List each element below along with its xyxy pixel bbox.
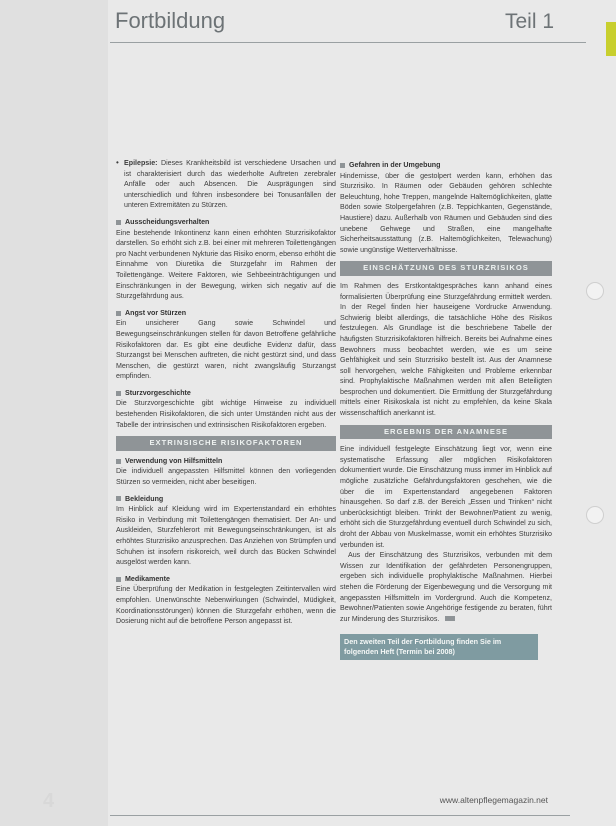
square-bullet-icon <box>116 311 121 316</box>
ergebnis-text-1: Eine individuell festgelegte Einschätzung liegt vor, wenn eine systematische Erfassung aller möglichen Risikofaktoren dokumentiert wurde. Die Einschätzung muss immer im Hinblick auf mögliche zusätzliche Gefährdungsfaktoren geschehen, wie die über die im Expertenstandard angegebenen Faktoren hinausgehen. So darf z.B. der Bereich „Essen und Trinken“ nicht unberücksichtigt bleiben. Trinkt der Bewohner/Patient zu wenig, erhöht sich die Sturzgefährdung eventuell durch Schwindel zu sich, droht der Abbau von Muskelmasse, womit ein erhöhtes Sturzrisiko verbunden ist. <box>340 445 552 549</box>
section-text: Im Hinblick auf Kleidung wird im Expertenstandard ein erhöhtes Risiko in Verbindung mit Toilettengängen thematisiert. Der An- und Auskleiden, Sturzfehlerort mit Bewegungseinschränkungen, ist als erhöhtes Sturzrisiko anzusprechen. Das Anziehen von Strümpfen und Schuhen ist insofern risikoreich, weil durch das Bücken Schwindel ausgelöst werden kann. <box>116 505 336 567</box>
bullet-label: Epilepsie: <box>124 159 158 167</box>
page-number: 4 <box>43 790 55 812</box>
ergebnis-text-2: Aus der Einschätzung des Sturzrisikos, verbunden mit dem Wissen zur Identifikation der gefährdeten Personengruppen, ergeben sich individuelle prophylaktische Maßnahmen. Hierbei stehen die Förderung der Eigenbewegung und die Versorgung mit angepassten Hilfsmitteln im Vordergrund. Auch die Kompetenz, Bewohner/Patienten sowie Angehörige festigende zu beraten, führt zur Minderung des Sturzrisikos. <box>340 551 552 623</box>
binder-hole-top <box>586 282 604 300</box>
right-column <box>340 160 552 660</box>
square-bullet-icon <box>116 577 121 582</box>
ergebnis-paragraph-2 <box>340 550 552 624</box>
band-ergebnis: ERGEBNIS DER ANAMNESE <box>340 425 552 440</box>
section-text: Die individuell angepassten Hilfsmittel können den vorliegenden Stürzen so vermeiden, nicht aber beseitigen. <box>116 467 336 487</box>
section-text: Eine bestehende Inkontinenz kann einen erhöhten Sturzrisikofaktor darstellen. So erhöht sich z.B. bei einer mit mehreren Toilettengängen pro Nacht verbundenen Nykturie das Risiko enorm, ebenso erhöht die Einnahme von Diuretika die Sturzgefahr im Rahmen der Toilettengänge. Weitere Faktoren, wie Sehbeeinträchtigungen und Einschränkungen in der Bewegung, wirken sich negativ auf die Sturzgefährdung aus. <box>116 228 336 301</box>
footer-divider <box>110 815 570 816</box>
square-bullet-icon <box>116 496 121 501</box>
page-header-part: Teil 1 <box>504 10 554 33</box>
einschaetzung-text: Im Rahmen des Erstkontaktgespräches kann anhand eines formalisierten Überprüfung eine Sturzgefährdung ermittelt werden. In der Regel finden hier hauseigene Vordrucke Anwendung. Schwierig bleibt allerdings, die tatsächliche Höhe des Risikos festzulegen. Als Grundlage ist die beschriebene Tabelle der häufigsten Sturzrisikofaktoren hilfreich. Bereits bei Aufnahme eines Bewohners muss beobachtet werden, wie es um seine Gehfähigkeit und sein Sturzrisiko bestellt ist. Aus der Anamnese soll hervorgehen, welche Fähigkeiten und Probleme erkennbar sind. Prophylaktische Maßnahmen werden mit allen Beteiligten besprochen und dokumentiert. Die Ermittlung der Sturzgefährdung mittels einer Risikoskala ist nicht zu empfehlen, da keine Skala wissenschaftlich anerkannt ist. <box>340 281 552 418</box>
square-bullet-icon <box>116 391 121 396</box>
left-column <box>116 158 336 627</box>
section-title: Sturzvorgeschichte <box>125 388 191 397</box>
section-title: Medikamente <box>125 574 170 583</box>
bullet-epilepsie <box>116 158 336 211</box>
section-medikamente <box>116 574 336 627</box>
left-margin-strip <box>0 0 108 826</box>
square-bullet-icon <box>116 220 121 225</box>
end-of-article-icon <box>445 616 455 621</box>
section-title: Gefahren in der Umgebung <box>349 161 441 169</box>
bullet-dot: • <box>116 158 119 167</box>
section-title: Angst vor Stürzen <box>125 308 187 317</box>
section-text: Hindernisse, über die gestolpert werden kann, erhöhen das Sturzrisiko. In Räumen oder Gebäuden gehören schlechte Beleuchtung, hohe Treppen, mangelnde Haltemöglichkeiten, glatte Böden sowie Stolpergefahren (z.B. Teppichkanten, Gegenstände, Haustiere) dazu. Außerhalb von Räumen und Gebäuden sind dies unebene Gehwege und Straßen, eine mangelhafte Sicherheitsausstattung (z.B. Haltemöglichkeiten, Telewachung) sowie ungünstige Wetterverhältnisse. <box>340 171 552 254</box>
square-bullet-icon <box>116 459 121 464</box>
band-einschaetzung: EINSCHÄTZUNG DES STURZRISIKOS <box>340 261 552 276</box>
section-hilfsmittel <box>116 456 336 488</box>
section-title: Ausscheidungsverhalten <box>125 217 210 226</box>
section-gang <box>116 308 336 382</box>
continuation-note: Den zweiten Teil der Fortbildung finden Sie im folgenden Heft (Termin bei 2008) <box>340 634 538 660</box>
section-ausscheidung <box>116 217 336 302</box>
header-divider <box>110 42 586 43</box>
footer-url: www.altenpflegemagazin.net <box>439 795 548 805</box>
square-bullet-icon <box>340 163 345 168</box>
section-title: Verwendung von Hilfsmitteln <box>125 456 223 465</box>
section-text: Eine Überprüfung der Medikation in festgelegten Zeitintervallen wird empfohlen. Unerwünschte Nebenwirkungen (Schwindel, Müdigkeit, Koordinationsstörungen) können die Sturzgefahr erhöhen, wenn die Dosierung nicht auf die betroffene Person angepasst ist. <box>116 585 336 626</box>
section-title: Bekleidung <box>125 494 164 503</box>
binder-hole-bottom <box>586 506 604 524</box>
page-header-title: Fortbildung <box>115 8 226 33</box>
section-text: Die Sturzvorgeschichte gibt wichtige Hinweise zu individuell bestehenden Risikofaktoren, die sich unter Umständen nicht aus der Tabelle der intrinsischen und extrinsischen Risikofaktoren ergeben. <box>116 399 336 429</box>
section-vorgeschichte <box>116 388 336 430</box>
section-text: Ein unsicherer Gang sowie Schwindel und Bewegungseinschränkungen stellen für davon Betroffene gefährliche Risikofaktoren dar. Es gibt eine deutliche Evidenz dafür, dass Sturzangst bei Menschen auftreten, die nicht gestürzt sind, und dass Menschen, die gestürzt waren, nicht zwangsläufig Sturzangst empfinden. <box>116 319 336 381</box>
section-kleidung <box>116 494 336 568</box>
section-tab-marker <box>606 22 616 56</box>
bullet-text: Dieses Krankheitsbild ist verschiedene Ursachen und ist charakterisiert durch das wiederholte Auftreten zerebraler Anfälle oder auch Absencen. Die Ausprägungen sind unterschiedlich und führen insbesondere bei Tonusanfällen der unteren Extremitäten zu Stürzen. <box>124 159 336 210</box>
band-extrinsische-risikofaktoren: EXTRINSISCHE RISIKOFAKTOREN <box>116 436 336 451</box>
section-umgebung <box>340 160 552 255</box>
